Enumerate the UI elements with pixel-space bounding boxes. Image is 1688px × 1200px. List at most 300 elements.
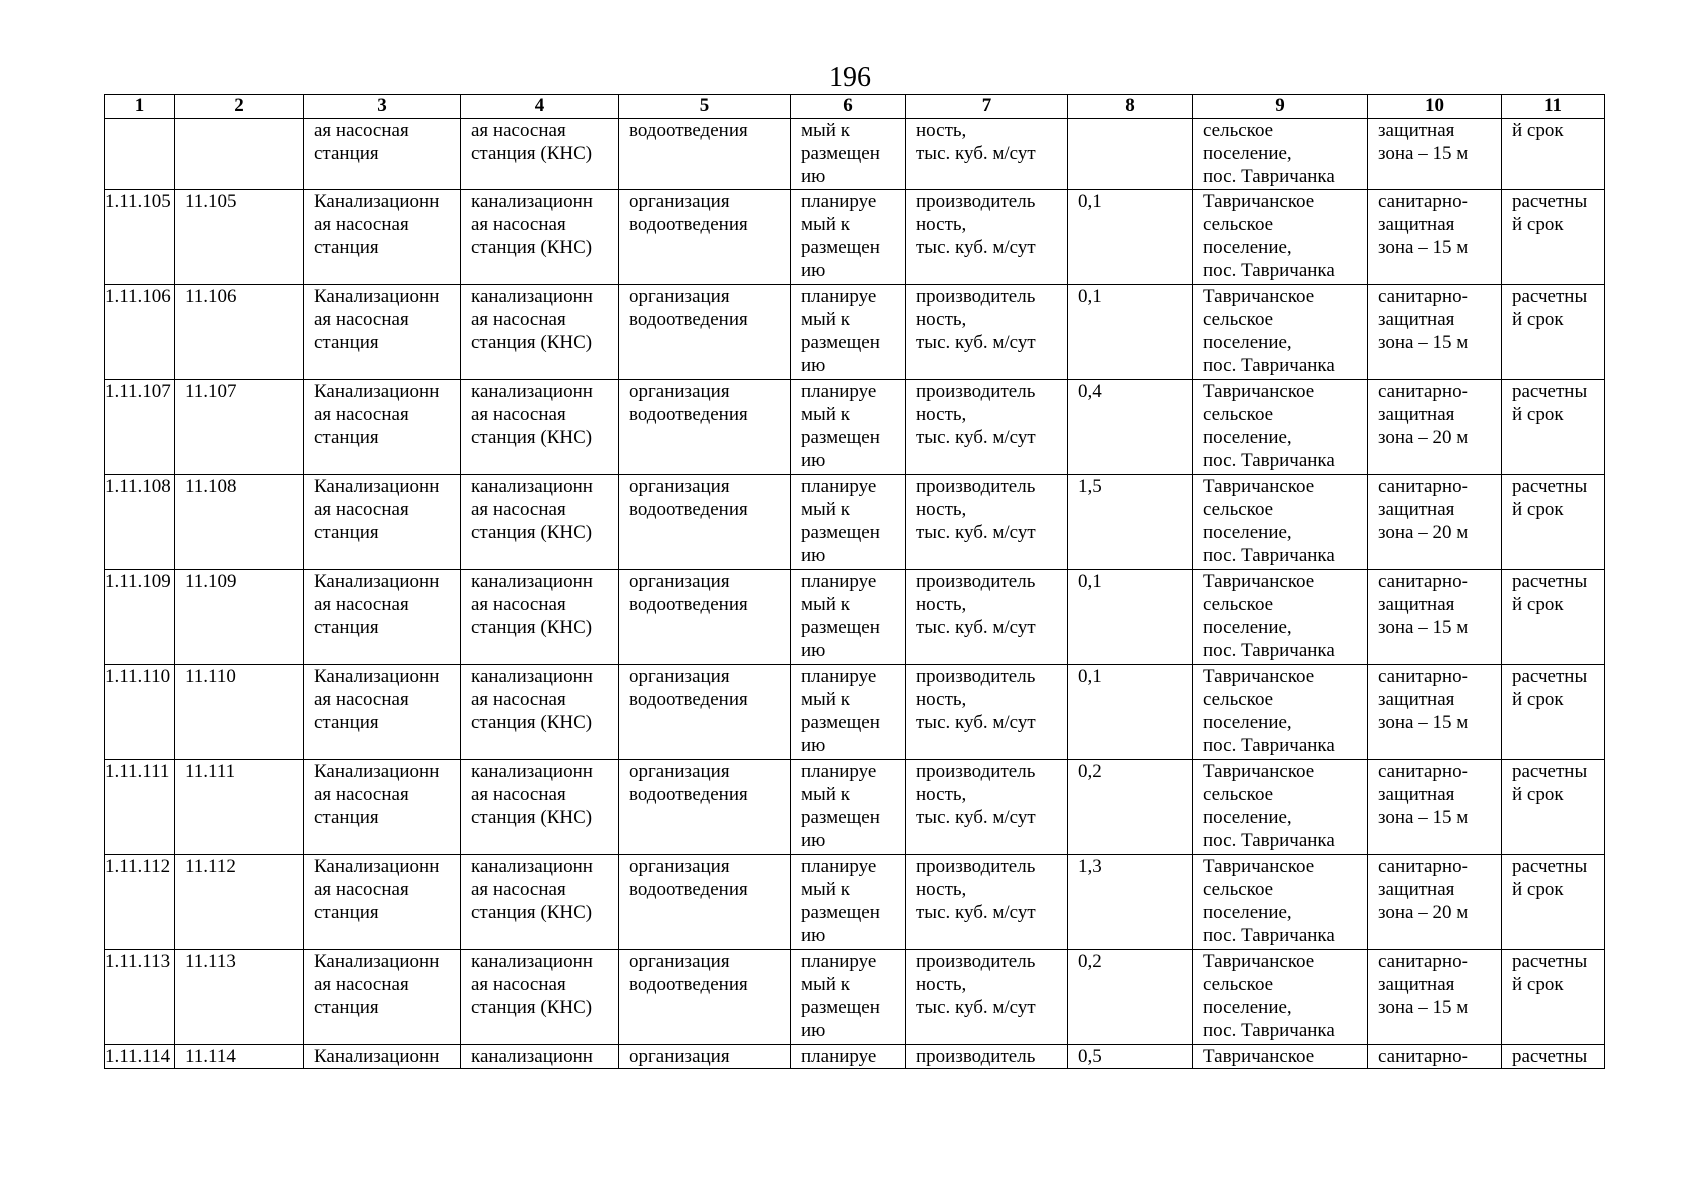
cell-text-line: 11.109 — [185, 571, 237, 592]
cell-text-line: Тавричанское — [1203, 191, 1315, 212]
cell-text-line: санитарно- — [1378, 286, 1468, 307]
table-cell-col-9 — [1193, 760, 1368, 855]
table-cell-col-6 — [791, 475, 906, 570]
table-cell-col-2 — [175, 285, 304, 380]
cell-text-line: санитарно- — [1378, 476, 1468, 497]
cell-text-line: планируе — [801, 856, 877, 877]
cell-text-line: станция (КНС) — [471, 997, 593, 1018]
cell-text-line: производитель — [916, 381, 1036, 402]
cell-text-line: Тавричанское — [1203, 761, 1315, 782]
cell-text-line: ию — [801, 166, 826, 187]
cell-text-line: 11.110 — [185, 666, 236, 687]
table-cell-col-2 — [175, 475, 304, 570]
cell-text-line: ию — [801, 640, 826, 661]
cell-text-line: 1.11.109 — [105, 571, 171, 592]
cell-text-line: организация — [629, 476, 730, 497]
cell-text-line: защитная — [1378, 689, 1455, 710]
table-cell-col-7 — [906, 570, 1068, 665]
table-cell-col-7 — [906, 475, 1068, 570]
table-cell-col-3 — [304, 190, 461, 285]
cell-text-line: сельское — [1203, 309, 1274, 330]
table-cell-col-10 — [1368, 1045, 1502, 1069]
cell-text-line: канализационн — [471, 191, 593, 212]
table-row — [105, 665, 1605, 760]
cell-text-line: размещен — [801, 617, 880, 638]
table-cell-col-11 — [1502, 1045, 1605, 1069]
cell-text-line: сельское — [1203, 974, 1274, 995]
cell-text-line: планируе — [801, 761, 877, 782]
cell-text-line: Канализационн — [314, 856, 440, 877]
table-row — [105, 1045, 1605, 1069]
cell-text-line: 1.11.110 — [105, 666, 171, 687]
cell-text-line: тыс. куб. м/сут — [916, 332, 1036, 353]
table-cell-col-9 — [1193, 475, 1368, 570]
cell-text-line: й срок — [1512, 499, 1564, 520]
cell-text-line: размещен — [801, 712, 880, 733]
cell-text-line: станция (КНС) — [471, 332, 593, 353]
cell-text-line: пос. Тавричанка — [1203, 260, 1335, 281]
table-cell-col-7 — [906, 380, 1068, 475]
cell-text-line: 11.108 — [185, 476, 237, 497]
cell-text-line: организация — [629, 666, 730, 687]
cell-text-line: санитарно- — [1378, 571, 1468, 592]
table-cell-col-7 — [906, 285, 1068, 380]
cell-text-line: мый к — [801, 309, 850, 330]
cell-text-line: ая насосная — [314, 974, 409, 995]
cell-text-line: планируе — [801, 666, 877, 687]
table-cell-col-1 — [105, 760, 175, 855]
table-cell-col-10 — [1368, 119, 1502, 190]
table-cell-col-5 — [619, 475, 791, 570]
cell-text-line: сельское — [1203, 404, 1274, 425]
cell-text-line: ию — [801, 355, 826, 376]
cell-text-line: пос. Тавричанка — [1203, 166, 1335, 187]
cell-text-line: Канализационн — [314, 1046, 440, 1067]
cell-text-line: поселение, — [1203, 332, 1292, 353]
cell-text-line: Канализационн — [314, 951, 440, 972]
table-cell-col-8 — [1068, 380, 1193, 475]
cell-text-line: мый к — [801, 689, 850, 710]
table-cell-col-5 — [619, 190, 791, 285]
cell-text-line: 0,1 — [1078, 286, 1102, 307]
table-cell-col-8 — [1068, 950, 1193, 1045]
column-header-8: 8 — [1068, 95, 1193, 119]
column-header-3: 3 — [304, 95, 461, 119]
cell-text-line: планируе — [801, 571, 877, 592]
cell-text-line: ая насосная — [314, 214, 409, 235]
table-cell-col-8 — [1068, 119, 1193, 190]
cell-text-line: канализационн — [471, 286, 593, 307]
cell-text-line: 1,5 — [1078, 476, 1102, 497]
cell-text-line: сельское — [1203, 594, 1274, 615]
table-cell-col-10 — [1368, 665, 1502, 760]
cell-text-line: организация — [629, 571, 730, 592]
table-cell-col-11 — [1502, 380, 1605, 475]
cell-text-line: санитарно- — [1378, 381, 1468, 402]
table-cell-col-11 — [1502, 119, 1605, 190]
cell-text-line: зона – 20 м — [1378, 427, 1469, 448]
page-number: 196 — [829, 62, 871, 93]
cell-text-line: 11.105 — [185, 191, 237, 212]
cell-text-line: станция (КНС) — [471, 522, 593, 543]
cell-text-line: 0,1 — [1078, 191, 1102, 212]
cell-text-line: тыс. куб. м/сут — [916, 807, 1036, 828]
table-cell-col-11 — [1502, 285, 1605, 380]
cell-text-line: тыс. куб. м/сут — [916, 427, 1036, 448]
cell-text-line: размещен — [801, 807, 880, 828]
table-cell-col-2 — [175, 760, 304, 855]
table-cell-col-9 — [1193, 380, 1368, 475]
table-cell-col-4 — [461, 665, 619, 760]
table-cell-col-1 — [105, 475, 175, 570]
cell-text-line: санитарно- — [1378, 951, 1468, 972]
table-row — [105, 380, 1605, 475]
cell-text-line: организация — [629, 951, 730, 972]
cell-text-line: й срок — [1512, 309, 1564, 330]
cell-text-line: й срок — [1512, 594, 1564, 615]
cell-text-line: ая насосная — [471, 974, 566, 995]
column-header-7: 7 — [906, 95, 1068, 119]
cell-text-line: станция (КНС) — [471, 237, 593, 258]
table-cell-col-1 — [105, 380, 175, 475]
table-cell-col-3 — [304, 1045, 461, 1069]
table-cell-col-4 — [461, 570, 619, 665]
table-row — [105, 855, 1605, 950]
cell-text-line: Тавричанское — [1203, 1046, 1315, 1067]
table-cell-col-11 — [1502, 570, 1605, 665]
table-cell-col-6 — [791, 665, 906, 760]
cell-text-line: станция — [314, 143, 379, 164]
cell-text-line: водоотведения — [629, 879, 748, 900]
cell-text-line: пос. Тавричанка — [1203, 925, 1335, 946]
cell-text-line: защитная — [1378, 879, 1455, 900]
cell-text-line: размещен — [801, 237, 880, 258]
table-row — [105, 760, 1605, 855]
cell-text-line: станция (КНС) — [471, 427, 593, 448]
table-cell-col-3 — [304, 760, 461, 855]
cell-text-line: ая насосная — [314, 594, 409, 615]
cell-text-line: водоотведения — [629, 499, 748, 520]
cell-text-line: защитная — [1378, 784, 1455, 805]
table-cell-col-8 — [1068, 760, 1193, 855]
table-cell-col-6 — [791, 1045, 906, 1069]
cell-text-line: поселение, — [1203, 902, 1292, 923]
cell-text-line: 0,1 — [1078, 666, 1102, 687]
cell-text-line: зона – 15 м — [1378, 807, 1469, 828]
table-cell-col-10 — [1368, 570, 1502, 665]
cell-text-line: поселение, — [1203, 807, 1292, 828]
cell-text-line: водоотведения — [629, 214, 748, 235]
cell-text-line: размещен — [801, 143, 880, 164]
table-cell-col-5 — [619, 119, 791, 190]
cell-text-line: размещен — [801, 997, 880, 1018]
table-cell-col-7 — [906, 119, 1068, 190]
table-row — [105, 475, 1605, 570]
cell-text-line: ая насосная — [314, 120, 409, 141]
table-cell-col-5 — [619, 760, 791, 855]
cell-text-line: Тавричанское — [1203, 856, 1315, 877]
table-cell-col-6 — [791, 855, 906, 950]
cell-text-line: водоотведения — [629, 689, 748, 710]
cell-text-line: поселение, — [1203, 712, 1292, 733]
table-cell-col-2 — [175, 380, 304, 475]
table-cell-col-4 — [461, 285, 619, 380]
cell-text-line: сельское — [1203, 214, 1274, 235]
table-cell-col-6 — [791, 380, 906, 475]
cell-text-line: расчетны — [1512, 476, 1588, 497]
cell-text-line: сельское — [1203, 499, 1274, 520]
cell-text-line: ность, — [916, 784, 967, 805]
cell-text-line: санитарно- — [1378, 191, 1468, 212]
cell-text-line: станция — [314, 807, 379, 828]
cell-text-line: планируе — [801, 476, 877, 497]
cell-text-line: станция — [314, 237, 379, 258]
cell-text-line: ию — [801, 830, 826, 851]
table-cell-col-5 — [619, 665, 791, 760]
cell-text-line: организация — [629, 856, 730, 877]
cell-text-line: станция (КНС) — [471, 807, 593, 828]
cell-text-line: 11.114 — [185, 1046, 236, 1067]
cell-text-line: Тавричанское — [1203, 666, 1315, 687]
table-cell-col-9 — [1193, 285, 1368, 380]
cell-text-line: ию — [801, 450, 826, 471]
table-cell-col-10 — [1368, 855, 1502, 950]
table-cell-col-1 — [105, 1045, 175, 1069]
column-header-5: 5 — [619, 95, 791, 119]
infrastructure-table — [104, 94, 1605, 1069]
cell-text-line: водоотведения — [629, 404, 748, 425]
table-cell-col-11 — [1502, 475, 1605, 570]
table-cell-col-1 — [105, 950, 175, 1045]
cell-text-line: канализационн — [471, 1046, 593, 1067]
table-cell-col-7 — [906, 190, 1068, 285]
cell-text-line: защитная — [1378, 974, 1455, 995]
cell-text-line: тыс. куб. м/сут — [916, 617, 1036, 638]
cell-text-line: ая насосная — [471, 594, 566, 615]
column-header-1: 1 — [105, 95, 175, 119]
column-header-6: 6 — [791, 95, 906, 119]
cell-text-line: станция — [314, 997, 379, 1018]
table-cell-col-8 — [1068, 665, 1193, 760]
cell-text-line: защитная — [1378, 404, 1455, 425]
table-cell-col-9 — [1193, 665, 1368, 760]
cell-text-line: й срок — [1512, 120, 1564, 141]
cell-text-line: станция (КНС) — [471, 902, 593, 923]
cell-text-line: мый к — [801, 879, 850, 900]
cell-text-line: мый к — [801, 974, 850, 995]
cell-text-line: 11.106 — [185, 286, 237, 307]
cell-text-line: ая насосная — [471, 120, 566, 141]
table-cell-col-5 — [619, 855, 791, 950]
cell-text-line: ая насосная — [471, 309, 566, 330]
cell-text-line: производитель — [916, 951, 1036, 972]
cell-text-line: 11.113 — [185, 951, 236, 972]
column-header-9: 9 — [1193, 95, 1368, 119]
cell-text-line: ая насосная — [314, 499, 409, 520]
cell-text-line: зона – 15 м — [1378, 332, 1469, 353]
cell-text-line: поселение, — [1203, 143, 1292, 164]
table-cell-col-2 — [175, 950, 304, 1045]
table-cell-col-9 — [1193, 855, 1368, 950]
table-cell-col-5 — [619, 950, 791, 1045]
table-cell-col-8 — [1068, 475, 1193, 570]
table-row — [105, 570, 1605, 665]
cell-text-line: Канализационн — [314, 571, 440, 592]
table-cell-col-1 — [105, 665, 175, 760]
cell-text-line: ность, — [916, 689, 967, 710]
cell-text-line: станция — [314, 902, 379, 923]
cell-text-line: ая насосная — [471, 214, 566, 235]
cell-text-line: организация — [629, 381, 730, 402]
cell-text-line: поселение, — [1203, 427, 1292, 448]
cell-text-line: канализационн — [471, 476, 593, 497]
cell-text-line: водоотведения — [629, 784, 748, 805]
table-cell-col-7 — [906, 665, 1068, 760]
cell-text-line: зона – 15 м — [1378, 237, 1469, 258]
table-cell-col-3 — [304, 570, 461, 665]
cell-text-line: 0,2 — [1078, 951, 1102, 972]
cell-text-line: санитарно- — [1378, 761, 1468, 782]
table-cell-col-3 — [304, 950, 461, 1045]
table-cell-col-4 — [461, 760, 619, 855]
cell-text-line: тыс. куб. м/сут — [916, 712, 1036, 733]
cell-text-line: пос. Тавричанка — [1203, 1020, 1335, 1041]
table-cell-col-9 — [1193, 119, 1368, 190]
cell-text-line: 1.11.113 — [105, 951, 171, 972]
column-header-11: 11 — [1502, 95, 1605, 119]
table-cell-col-1 — [105, 119, 175, 190]
cell-text-line: зона – 15 м — [1378, 712, 1469, 733]
table-cell-col-10 — [1368, 950, 1502, 1045]
table-cell-col-6 — [791, 760, 906, 855]
cell-text-line: й срок — [1512, 784, 1564, 805]
table-cell-col-9 — [1193, 570, 1368, 665]
cell-text-line: ию — [801, 260, 826, 281]
cell-text-line: канализационн — [471, 381, 593, 402]
cell-text-line: производитель — [916, 761, 1036, 782]
table-cell-col-3 — [304, 285, 461, 380]
table-cell-col-2 — [175, 1045, 304, 1069]
cell-text-line: санитарно- — [1378, 666, 1468, 687]
cell-text-line: 1.11.105 — [105, 191, 171, 212]
cell-text-line: мый к — [801, 404, 850, 425]
cell-text-line: й срок — [1512, 404, 1564, 425]
table-row — [105, 950, 1605, 1045]
cell-text-line: ая насосная — [471, 499, 566, 520]
cell-text-line: пос. Тавричанка — [1203, 450, 1335, 471]
cell-text-line: расчетны — [1512, 1046, 1588, 1067]
cell-text-line: расчетны — [1512, 951, 1588, 972]
cell-text-line: 1.11.111 — [105, 761, 170, 782]
cell-text-line: расчетны — [1512, 191, 1588, 212]
cell-text-line: станция (КНС) — [471, 143, 593, 164]
cell-text-line: 0,5 — [1078, 1046, 1102, 1067]
table-cell-col-1 — [105, 570, 175, 665]
cell-text-line: ность, — [916, 404, 967, 425]
table-cell-col-1 — [105, 855, 175, 950]
cell-text-line: тыс. куб. м/сут — [916, 997, 1036, 1018]
cell-text-line: сельское — [1203, 784, 1274, 805]
cell-text-line: санитарно- — [1378, 1046, 1468, 1067]
cell-text-line: защитная — [1378, 120, 1455, 141]
cell-text-line: ность, — [916, 214, 967, 235]
cell-text-line: планируе — [801, 951, 877, 972]
table-cell-col-2 — [175, 119, 304, 190]
cell-text-line: мый к — [801, 784, 850, 805]
cell-text-line: зона – 20 м — [1378, 902, 1469, 923]
cell-text-line: защитная — [1378, 499, 1455, 520]
table-cell-col-2 — [175, 190, 304, 285]
cell-text-line: расчетны — [1512, 381, 1588, 402]
cell-text-line: производитель — [916, 191, 1036, 212]
cell-text-line: ию — [801, 925, 826, 946]
cell-text-line: водоотведения — [629, 309, 748, 330]
cell-text-line: 11.107 — [185, 381, 237, 402]
cell-text-line: защитная — [1378, 594, 1455, 615]
table-row — [105, 285, 1605, 380]
cell-text-line: ию — [801, 545, 826, 566]
cell-text-line: размещен — [801, 902, 880, 923]
cell-text-line: тыс. куб. м/сут — [916, 522, 1036, 543]
cell-text-line: зона – 15 м — [1378, 143, 1469, 164]
cell-text-line: канализационн — [471, 666, 593, 687]
cell-text-line: ая насосная — [471, 879, 566, 900]
cell-text-line: поселение, — [1203, 617, 1292, 638]
cell-text-line: 11.112 — [185, 856, 236, 877]
cell-text-line: ая насосная — [314, 689, 409, 710]
cell-text-line: мый к — [801, 499, 850, 520]
table-cell-col-4 — [461, 190, 619, 285]
table-cell-col-3 — [304, 475, 461, 570]
cell-text-line: ая насосная — [314, 309, 409, 330]
table-cell-col-8 — [1068, 1045, 1193, 1069]
cell-text-line: канализационн — [471, 761, 593, 782]
table-cell-col-3 — [304, 665, 461, 760]
table-cell-col-11 — [1502, 950, 1605, 1045]
cell-text-line: размещен — [801, 522, 880, 543]
cell-text-line: ность, — [916, 974, 967, 995]
cell-text-line: ность, — [916, 309, 967, 330]
cell-text-line: тыс. куб. м/сут — [916, 237, 1036, 258]
cell-text-line: расчетны — [1512, 286, 1588, 307]
table-cell-col-5 — [619, 285, 791, 380]
cell-text-line: защитная — [1378, 214, 1455, 235]
cell-text-line: Канализационн — [314, 191, 440, 212]
cell-text-line: ая насосная — [314, 879, 409, 900]
cell-text-line: ая насосная — [471, 784, 566, 805]
cell-text-line: планируе — [801, 286, 877, 307]
cell-text-line: пос. Тавричанка — [1203, 735, 1335, 756]
cell-text-line: й срок — [1512, 689, 1564, 710]
cell-text-line: Тавричанское — [1203, 476, 1315, 497]
cell-text-line: производитель — [916, 286, 1036, 307]
table-cell-col-7 — [906, 1045, 1068, 1069]
table-cell-col-8 — [1068, 190, 1193, 285]
table-cell-col-2 — [175, 665, 304, 760]
table-cell-col-6 — [791, 190, 906, 285]
cell-text-line: 1,3 — [1078, 856, 1102, 877]
cell-text-line: канализационн — [471, 571, 593, 592]
table-row — [105, 119, 1605, 190]
cell-text-line: станция (КНС) — [471, 617, 593, 638]
cell-text-line: производитель — [916, 666, 1036, 687]
cell-text-line: 0,1 — [1078, 571, 1102, 592]
cell-text-line: планируе — [801, 1046, 877, 1067]
cell-text-line: зона – 15 м — [1378, 617, 1469, 638]
cell-text-line: станция (КНС) — [471, 712, 593, 733]
table-cell-col-10 — [1368, 760, 1502, 855]
column-header-2: 2 — [175, 95, 304, 119]
